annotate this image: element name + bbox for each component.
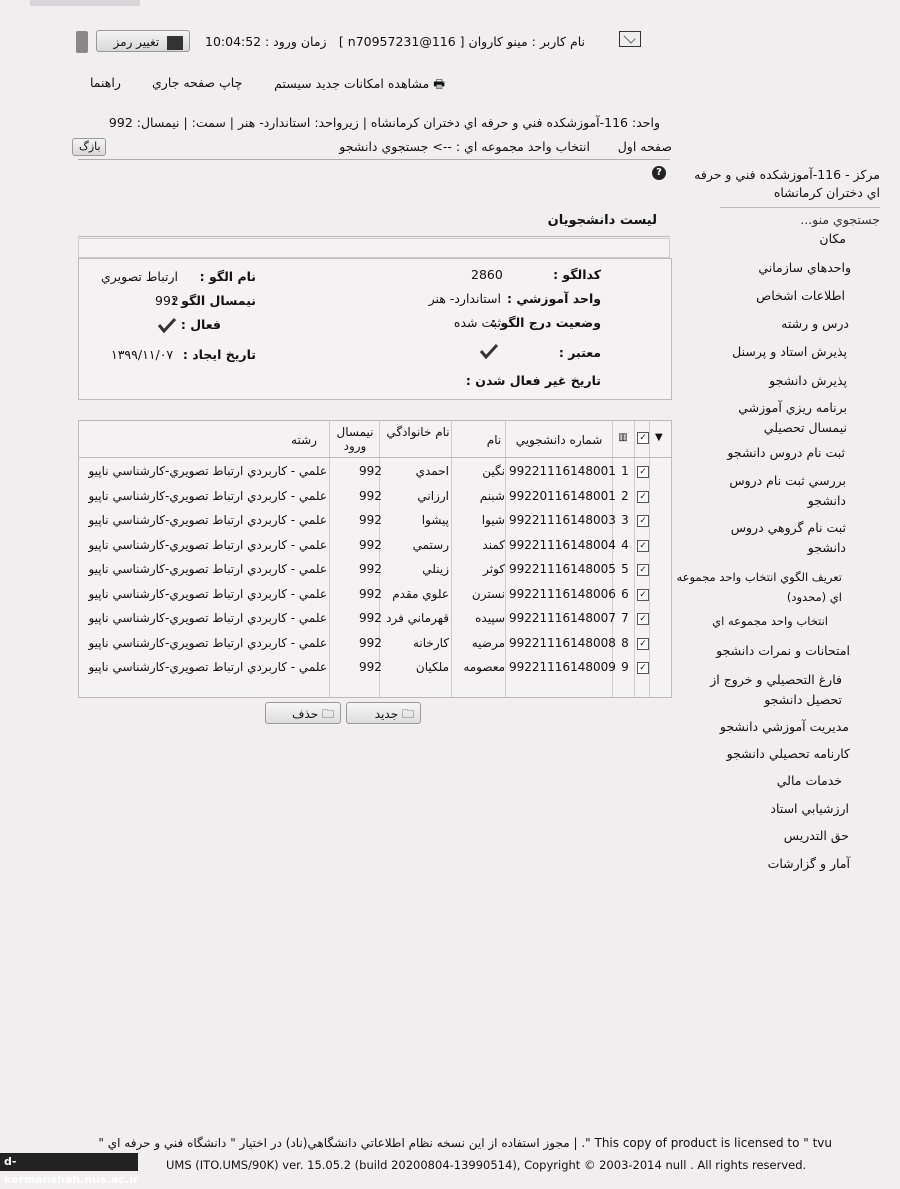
first-name: کمند [482, 537, 505, 552]
breadcrumb-path: انتخاب واحد مجموعه اي : --> جستجوي دانشجو [339, 139, 590, 154]
select-all-checkbox[interactable]: ✓ [637, 432, 649, 444]
table-row[interactable] [79, 559, 671, 581]
student-number: 99221116148003 [509, 513, 616, 527]
major: علمي - کاربردي ارتباط تصويري-کارشناسي ناپيو [88, 660, 327, 674]
sidebar-search[interactable]: جستجوي منو... [800, 212, 880, 227]
table-row[interactable] [79, 486, 671, 508]
breadcrumb-home[interactable]: صفحه اول [617, 139, 672, 154]
major: علمي - کاربردي ارتباط تصويري-کارشناسي ناپيو [88, 586, 327, 601]
row-index: 3 [621, 513, 629, 527]
last-name: ارزاني [417, 488, 449, 503]
sidebar-item-student-admission[interactable]: پذيرش دانشجو [769, 373, 847, 388]
major: علمي - کاربردي ارتباط تصويري-کارشناسي ناپيو [88, 635, 327, 650]
pattern-info-panel [78, 258, 672, 400]
mail-icon[interactable] [619, 31, 641, 47]
status-value: ثبت شده [453, 315, 501, 330]
sidebar-item-org-units[interactable]: واحدهاي سازماني [758, 260, 851, 275]
active-check-icon [157, 317, 177, 333]
sidebar-item-reports[interactable]: آمار و گزارشات [767, 856, 850, 871]
first-name: شيوا [481, 513, 505, 527]
new-features-link[interactable]: 🖶 مشاهده امکانات جديد سيستم [274, 76, 445, 91]
student-number: 99221116148001 [509, 464, 616, 478]
active-label: فعال : [180, 317, 221, 332]
entry-semester: 992 [359, 464, 382, 478]
code-label: کدالگو : [553, 267, 601, 282]
columns-icon[interactable]: ▥ [618, 432, 628, 443]
student-number: 99220116148001 [509, 488, 616, 503]
table-row[interactable] [79, 657, 671, 679]
sidebar-item-student-management[interactable]: مديريت آموزشي دانشجو [719, 719, 849, 734]
row-checkbox[interactable]: ✓ [637, 515, 649, 527]
row-checkbox[interactable]: ✓ [637, 540, 649, 552]
name-label: نام الگو : [199, 269, 256, 284]
scroll-button[interactable] [76, 31, 88, 53]
title-divider [78, 236, 670, 237]
major: علمي - کاربردي ارتباط تصويري-کارشناسي ناپيو [88, 537, 327, 552]
last-name: علوي مقدم [392, 586, 449, 601]
student-number: 99221116148005 [509, 562, 616, 576]
version-text: UMS (ITO.UMS/90K) ver. 15.05.2 (build 20200804-13990514), Copyright © 2003-2014 null . All rights reserved. [166, 1158, 807, 1172]
header-entry-semester[interactable]: نيمسال ورود [336, 425, 374, 453]
entry-semester: 992 [359, 635, 382, 650]
sidebar-item-teacher-evaluation[interactable]: ارزشيابي استاد [770, 801, 849, 816]
entry-semester: 992 [359, 562, 382, 576]
sidebar-item-staff-admission[interactable]: پذيرش استاد و پرسنل [732, 344, 847, 359]
row-index: 8 [621, 635, 629, 650]
new-button[interactable]: 🗀 جديد [346, 702, 421, 724]
first-name: سپيده [475, 611, 505, 625]
print-page-link[interactable]: چاپ صفحه جاري [152, 75, 243, 90]
major: علمي - کاربردي ارتباط تصويري-کارشناسي ناپيو [88, 611, 327, 625]
entry-semester: 992 [359, 611, 382, 625]
name-value: ارتباط تصويري [100, 269, 178, 284]
row-checkbox[interactable]: ✓ [637, 638, 649, 650]
major: علمي - کاربردي ارتباط تصويري-کارشناسي ناپيو [88, 488, 327, 503]
sidebar-center: مرکز - 116-آموزشکده فني و حرفه اي دختران کرمانشاه [694, 167, 880, 200]
sidebar-item-tuition[interactable]: حق التدريس [783, 828, 849, 843]
status-label: وضعيت درج الگو : [491, 315, 601, 330]
entry-semester: 992 [359, 537, 382, 552]
back-button[interactable]: بازگ [72, 138, 106, 156]
table-row[interactable] [79, 510, 671, 532]
change-password-button[interactable]: تغيير رمز [96, 30, 190, 52]
student-number: 99221116148009 [509, 660, 616, 674]
last-name: زينلي [422, 562, 449, 576]
student-number: 99221116148007 [509, 611, 616, 625]
inactive-label: تاريخ غير فعال شدن : [465, 373, 601, 388]
row-checkbox[interactable]: ✓ [637, 466, 649, 478]
sidebar-item-semester-planning[interactable]: برنامه ريزي آموزشي نيمسال تحصيلي [738, 400, 847, 435]
login-time: 10:04:52 [205, 34, 262, 49]
first-name: کوثر [483, 562, 505, 576]
sidebar-item-graduation[interactable]: فارغ التحصيلي و خروج از تحصيل دانشجو [710, 672, 842, 707]
first-name: معصومه [463, 660, 505, 674]
valid-check-icon [479, 343, 499, 359]
login-time-label: زمان ورود : [265, 34, 327, 49]
entry-semester: 992 [359, 488, 382, 503]
row-index: 7 [621, 611, 629, 625]
sidebar-item-location[interactable]: مکان [819, 231, 846, 246]
code-value: 2860 [471, 267, 503, 282]
table-row[interactable] [79, 535, 671, 557]
header-divider [78, 159, 670, 160]
last-name: ملکيان [415, 660, 449, 674]
license-text: This copy of product is licensed to " tvu ". | مجوز استفاده از اين نسخه نظام اطلاعاتي دانشگاهي(ناد) در اختيار " دانشگاه فني و حرفه اي " [98, 1136, 832, 1150]
sidebar-divider [720, 207, 880, 208]
table-row[interactable] [79, 584, 671, 606]
row-index: 5 [621, 562, 629, 576]
entry-semester: 992 [359, 513, 382, 527]
sidebar-item-financial[interactable]: خدمات مالي [776, 773, 842, 788]
row-checkbox[interactable]: ✓ [637, 613, 649, 625]
semester-label: نيمسال الگو : [171, 293, 256, 308]
student-number: 99221116148006 [509, 586, 616, 601]
entry-semester: 992 [359, 660, 382, 674]
sidebar-item-exams[interactable]: امتحانات و نمرات دانشجو [716, 643, 850, 658]
key-icon [167, 36, 183, 50]
sidebar-item-pattern-definition[interactable]: تعريف الگوي انتخاب واحد مجموعه اي (محدود) [676, 570, 842, 604]
first-name: نگين [482, 464, 505, 478]
sidebar-item-persons[interactable]: اطلاعات اشخاص [756, 288, 845, 303]
first-name: شبنم [479, 488, 505, 503]
sidebar-item-group-registration[interactable]: ثبت نام گروهي دروس دانشجو [730, 520, 846, 555]
row-checkbox[interactable]: ✓ [637, 491, 649, 503]
row-checkbox[interactable]: ✓ [637, 589, 649, 601]
page-title: ليست دانشجويان [547, 213, 657, 228]
table-row[interactable] [79, 633, 671, 655]
sort-menu-icon[interactable]: ▼ [655, 432, 663, 443]
students-table [78, 420, 672, 698]
table-row[interactable] [79, 461, 671, 483]
last-name: رستمي [412, 537, 449, 552]
top-edge-scrap [30, 0, 140, 6]
entry-semester: 992 [359, 586, 382, 601]
first-name: نسترن [471, 586, 505, 601]
last-name: احمدي [415, 464, 449, 478]
header-student-no[interactable]: شماره دانشجويي [515, 433, 603, 447]
row-index: 9 [621, 660, 629, 674]
user-label: نام کاربر : مینو کاروان [ n70957231@116 ] [338, 34, 585, 49]
header-last-name[interactable]: نام خانوادگي [386, 425, 450, 439]
add-folder-icon: 🗀 [401, 707, 414, 721]
last-name: پيشوا [421, 513, 449, 527]
row-index: 2 [621, 488, 629, 503]
created-value: ۱۳۹۹/۱۱/۰۷ [111, 347, 174, 362]
first-name: مرضيه [471, 635, 505, 650]
help-icon[interactable]: ? [652, 166, 666, 180]
site-logo: d-kermanshah.nus.ac.ir [0, 1153, 138, 1171]
toolbar-strip [78, 238, 670, 258]
last-name: کارخانه [412, 635, 449, 650]
major: علمي - کاربردي ارتباط تصويري-کارشناسي ناپيو [88, 562, 327, 576]
delete-button[interactable]: 🗀 حذف [265, 702, 341, 724]
header-first-name[interactable]: نام [486, 433, 502, 447]
row-index: 6 [621, 586, 629, 601]
sidebar-item-course-registration[interactable]: ثبت نام دروس دانشجو [727, 445, 845, 460]
header-major[interactable]: رشته [291, 433, 317, 447]
last-name: قهرماني فرد [386, 611, 449, 625]
major: علمي - کاربردي ارتباط تصويري-کارشناسي ناپيو [88, 513, 327, 527]
valid-label: معتبر : [558, 345, 601, 360]
sidebar-item-transcript[interactable]: کارنامه تحصيلي دانشجو [726, 746, 850, 761]
semester-value: 992 [155, 293, 179, 308]
help-link[interactable]: راهنما [90, 75, 121, 90]
sidebar-item-group-selection[interactable]: انتخاب واحد مجموعه اي [712, 614, 828, 628]
row-checkbox[interactable]: ✓ [637, 564, 649, 576]
unit-value: استاندارد- هنر [428, 291, 501, 306]
major: علمي - کاربردي ارتباط تصويري-کارشناسي ناپيو [88, 464, 327, 478]
unit-line: واحد: 116-آموزشکده فني و حرفه اي دختران کرمانشاه | زيرواحد: استاندارد- هنر | سمت: | نيمسال: 992 [108, 115, 660, 130]
row-checkbox[interactable]: ✓ [637, 662, 649, 674]
created-label: تاريخ ايجاد : [182, 347, 256, 362]
sidebar-item-courses[interactable]: درس و رشته [781, 316, 849, 331]
table-row[interactable] [79, 608, 671, 630]
unit-label: واحد آموزشي : [507, 291, 601, 306]
student-number: 99221116148008 [509, 635, 616, 650]
row-index: 1 [621, 464, 629, 478]
folder-icon: 🗀 [321, 707, 334, 721]
printer-icon: 🖶 [433, 76, 445, 91]
row-index: 4 [621, 537, 629, 552]
student-number: 99221116148004 [509, 537, 616, 552]
sidebar-item-registration-review[interactable]: بررسي ثبت نام دروس دانشجو [729, 473, 846, 508]
